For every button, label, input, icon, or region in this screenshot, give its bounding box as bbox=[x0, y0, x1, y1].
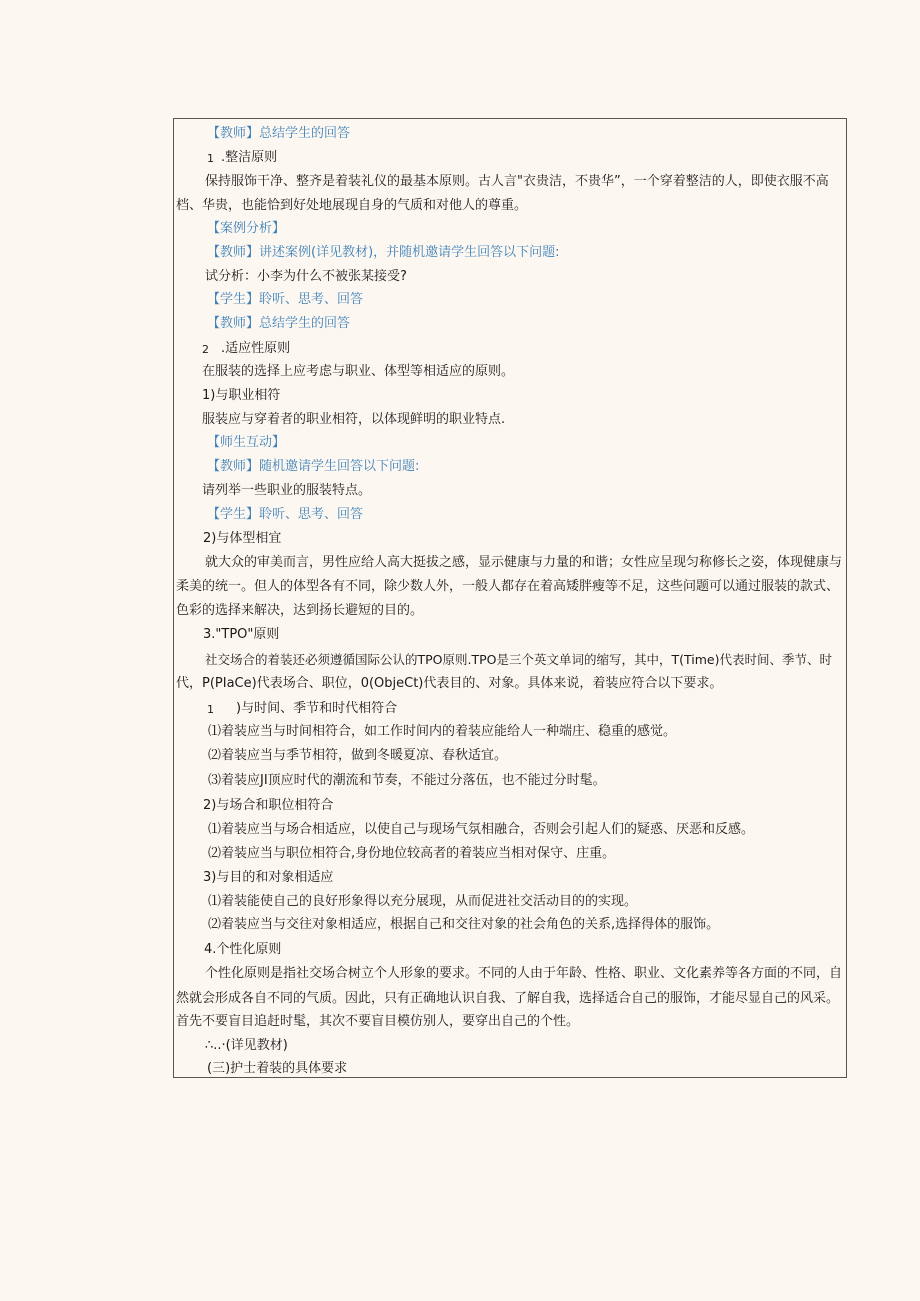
subheading-occasion: 2)与场合和职位相符合 bbox=[203, 798, 334, 813]
list-item: ⑵着装应当与职位相符合,身份地位较高者的着装应当相对保守、庄重。 bbox=[208, 846, 616, 861]
teacher-question-line: 【教师】随机邀请学生回答以下问题: bbox=[207, 459, 420, 474]
paragraph-line: 然就会形成各自不同的气质。因此，只有正确地认识自我、了解自我，选择适合自己的服饰，才能尽显自己的风采。 bbox=[176, 991, 840, 1006]
see-textbook-note: ∴..·(详见教材) bbox=[205, 1038, 288, 1053]
content-frame bbox=[173, 118, 847, 1078]
list-item: ⑴着装应当与场合相适应，以使自己与现场气氛相融合，否则会引起人们的疑惑、厌恶和反感。 bbox=[208, 822, 755, 837]
teacher-summary-2: 【教师】总结学生的回答 bbox=[207, 316, 351, 331]
item-number-2: 2 bbox=[202, 343, 209, 356]
student-response-2: 【学生】聆听、思考、回答 bbox=[207, 507, 364, 522]
section-heading-nurse-attire: (三)护士着装的具体要求 bbox=[207, 1061, 348, 1076]
item-number-1: 1 bbox=[207, 152, 214, 165]
paragraph-line: 服装应与穿着者的职业相符，以体现鲜明的职业特点. bbox=[202, 412, 506, 427]
list-item: ⑵着装应当与季节相符，做到冬暖夏凉、春秋适宜。 bbox=[208, 748, 508, 763]
list-item: ⑶着装应JI顶应时代的潮流和节奏，不能过分落伍，也不能过分时髦。 bbox=[208, 773, 606, 788]
paragraph-line: 档、华贵，也能恰到好处地展现自身的气质和对他人的尊重。 bbox=[176, 198, 528, 213]
subheading-purpose: 3)与目的和对象相适应 bbox=[203, 870, 334, 885]
teacher-summary-1: 【教师】总结学生的回答 bbox=[207, 126, 351, 141]
paragraph-line: 社交场合的着装还必须遵循国际公认的TPO原则.TPO是三个英文单词的缩写，其中，T(Time)代表时间、季节、时 bbox=[205, 652, 832, 667]
heading-neatness: .整洁原则 bbox=[221, 150, 278, 165]
paragraph-line: 柔美的统一。但人的体型各有不同，除少数人外，一般人都存在着高矮胖瘦等不足，这些问题可以通过服装的款式、 bbox=[176, 579, 840, 594]
paragraph-line: 在服装的选择上应考虑与职业、体型等相适应的原则。 bbox=[202, 364, 515, 379]
teacher-case-line: 【教师】讲述案例(详见教材)，并随机邀请学生回答以下问题: bbox=[207, 245, 560, 260]
question-line: 请列举一些职业的服装特点。 bbox=[202, 483, 372, 498]
interaction-label: 【师生互动】 bbox=[207, 435, 286, 450]
list-item: ⑴着装应当与时间相符合，如工作时间内的着装应能给人一种端庄、稳重的感觉。 bbox=[208, 724, 677, 739]
list-item: ⑴着装能使自己的良好形象得以充分展现，从而促进社交活动目的的实现。 bbox=[208, 894, 638, 909]
question-line: 试分析：小李为什么不被张某接受? bbox=[205, 269, 407, 284]
list-item: ⑵着装应当与交往对象相适应，根据自己和交往对象的社会角色的关系,选择得体的服饰。 bbox=[208, 917, 720, 932]
student-response-1: 【学生】聆听、思考、回答 bbox=[207, 292, 364, 307]
paragraph-line: 保持服饰干净、整齐是着装礼仪的最基本原则。古人言"衣贵洁，不贵华”，一个穿着整洁的人，即使衣服不高 bbox=[205, 174, 829, 189]
paragraph-line: 代，P(PIaCe)代表场合、职位，0(ObjeCt)代表目的、对象。具体来说，着装应符合以下要求。 bbox=[176, 676, 723, 691]
subheading-body-type: 2)与体型相宜 bbox=[203, 531, 282, 546]
paragraph-line: 个性化原则是指社交场合树立个人形象的要求。不同的人由于年龄、性格、职业、文化素养等各方面的不同，自 bbox=[205, 966, 843, 981]
paragraph-line: 首先不要盲目追赶时髦，其次不要盲目模仿别人，要穿出自己的个性。 bbox=[176, 1014, 580, 1029]
heading-individuality: 4.个性化原则 bbox=[204, 942, 282, 957]
subheading-occupation: 1)与职业相符 bbox=[202, 388, 281, 403]
case-analysis-label: 【案例分析】 bbox=[207, 221, 286, 236]
paragraph-line: 色彩的选择来解决，达到扬长避短的目的。 bbox=[176, 603, 424, 618]
subheading-time: )与时间、季节和时代相符合 bbox=[236, 701, 398, 716]
item-number-3: 1 bbox=[207, 703, 214, 716]
heading-suitability: .适应性原则 bbox=[221, 341, 291, 356]
paragraph-line: 就大众的审美而言，男性应给人高大挺拔之感，显示健康与力量的和谐；女性应呈现匀称修长之姿，体现健康与 bbox=[205, 555, 843, 570]
heading-tpo: 3."TPO"原则 bbox=[203, 627, 280, 642]
